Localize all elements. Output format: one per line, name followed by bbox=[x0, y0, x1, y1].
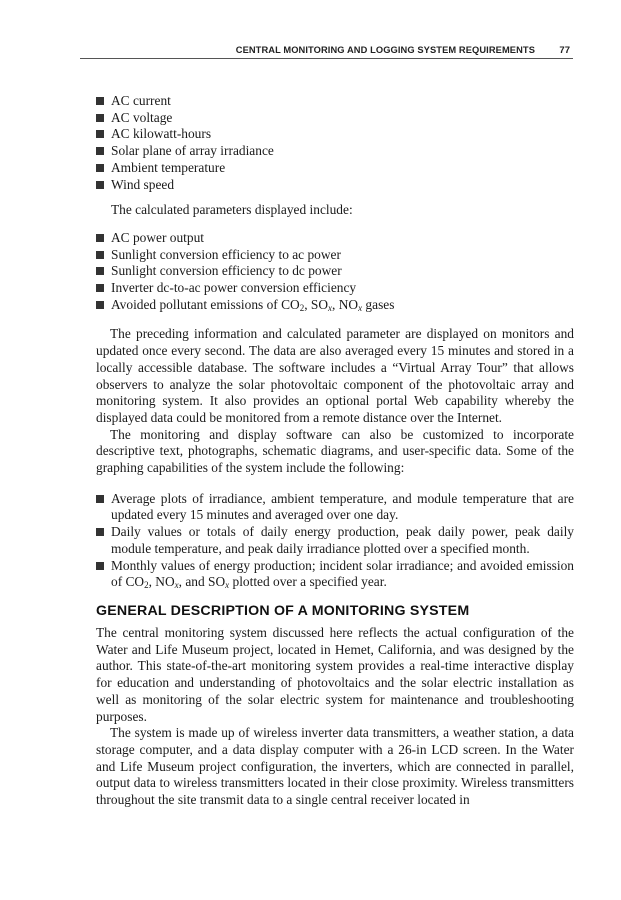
list-item: Sunlight conversion efficiency to ac power bbox=[96, 247, 574, 264]
calculated-parameters-list bbox=[96, 230, 574, 314]
measured-parameters-list bbox=[96, 93, 574, 193]
bullet-square-icon bbox=[96, 181, 104, 189]
bullet-square-icon bbox=[96, 251, 104, 259]
list-item: Inverter dc-to-ac power conversion efficiency bbox=[96, 280, 574, 297]
page-content bbox=[96, 93, 574, 809]
paragraph-system-components: The system is made up of wireless inverter data transmitters, a weather station, a data storage computer, and a data display computer with a 26-in LCD screen. In the Water and Life Museum project configuration, the inverters, which are connected in parallel, output data to wireless transmitters located in their close proximity. Wireless transmitters throughout the site transmit data to a single central receiver located in bbox=[96, 725, 574, 808]
bullet-square-icon bbox=[96, 562, 104, 570]
bullet-square-icon bbox=[96, 97, 104, 105]
list-item: AC current bbox=[96, 93, 574, 110]
list-item: Wind speed bbox=[96, 177, 574, 194]
calculated-intro: The calculated parameters displayed include: bbox=[111, 202, 353, 218]
paragraph-customization: The monitoring and display software can also be customized to incorporate descriptive text, photographs, schematic diagrams, and user-specific data. Some of the graphing capabilities of the system include the following: bbox=[96, 426, 574, 476]
list-item: AC power output bbox=[96, 230, 574, 247]
bullet-square-icon bbox=[96, 164, 104, 172]
list-item: Solar plane of array irradiance bbox=[96, 143, 574, 160]
bullet-square-icon bbox=[96, 147, 104, 155]
bullet-square-icon bbox=[96, 495, 104, 503]
list-item: Sunlight conversion efficiency to dc power bbox=[96, 263, 574, 280]
bullet-square-icon bbox=[96, 130, 104, 138]
running-header bbox=[80, 44, 573, 59]
bullet-square-icon bbox=[96, 234, 104, 242]
section-heading: GENERAL DESCRIPTION OF A MONITORING SYSTEM bbox=[96, 602, 470, 619]
bullet-square-icon bbox=[96, 114, 104, 122]
list-item-emissions: Avoided pollutant emissions of $CO_2$, $SO_x$, $NO_x$ gases bbox=[96, 297, 574, 314]
list-item: Daily values or totals of daily energy production, peak daily power, peak daily module temperature, and peak daily irradiance plotted over a specified month. bbox=[96, 524, 574, 557]
page-number: 77 bbox=[559, 45, 570, 56]
list-item: Average plots of irradiance, ambient temperature, and module temperature that are updated every 15 minutes and averaged over one day. bbox=[96, 491, 574, 524]
paragraph-general-description: The central monitoring system discussed here reflects the actual configuration of the Water and Life Museum project, located in Hemet, California, and was designed by the author. This state-of-the-art monitoring system provides a real-time interactive display for education and understanding of photovoltaics and the solar electric installation as well as monitoring of the solar electric system for maintenance and troubleshooting purposes. bbox=[96, 624, 574, 724]
bullet-square-icon bbox=[96, 284, 104, 292]
paragraph-display-info: The preceding information and calculated parameter are displayed on monitors and updated once every second. The data are also averaged every 15 minutes and stored in a locally accessible database. The software includes a “Virtual Array Tour” that allows observers to analyze the solar photovoltaic component of the photovoltaic array and monitoring system. It also provides an optional portal Web capability whereby the displayed data could be monitored from a remote distance over the Internet. bbox=[96, 326, 574, 425]
list-item: Ambient temperature bbox=[96, 160, 574, 177]
bullet-square-icon bbox=[96, 301, 104, 309]
bullet-square-icon bbox=[96, 267, 104, 275]
graphing-capabilities-list bbox=[96, 491, 574, 591]
list-item-monthly: Monthly values of energy production; incident solar irradiance; and avoided emission of $CO_2$, $NO_x$, and $SO_x$ plotted over a specified year. bbox=[96, 558, 574, 591]
running-title: CENTRAL MONITORING AND LOGGING SYSTEM REQUIREMENTS bbox=[235, 45, 535, 55]
list-item: AC kilowatt-hours bbox=[96, 126, 574, 143]
bullet-square-icon bbox=[96, 528, 104, 536]
list-item: AC voltage bbox=[96, 110, 574, 127]
